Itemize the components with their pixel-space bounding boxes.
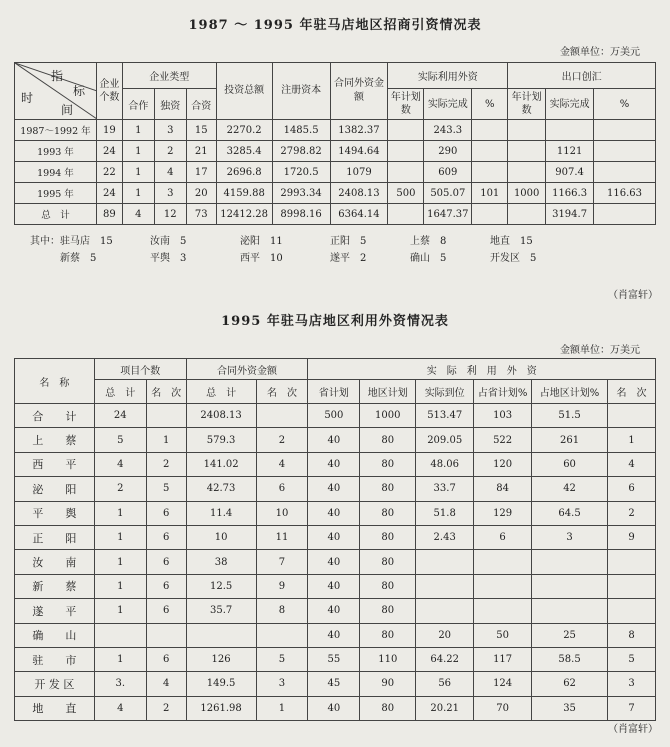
- table-row: [15, 404, 656, 428]
- table-cell: 3285.4: [216, 141, 272, 162]
- table-cell: 2270.2: [216, 120, 272, 141]
- table2-unit: 金额单位：万美元: [560, 345, 640, 356]
- row-label: 1995 年: [15, 183, 97, 204]
- row-label: 泌 阳: [15, 477, 95, 501]
- table-cell: 5: [608, 647, 656, 671]
- table-cell: 6: [608, 477, 656, 501]
- note-item: 西平 10: [240, 253, 283, 264]
- table-cell: 12.5: [186, 574, 256, 598]
- table2-credit: （肖富轩）: [608, 724, 658, 735]
- table-cell: 2798.82: [272, 141, 330, 162]
- table-cell: 4: [146, 672, 186, 696]
- table-cell: 42.73: [186, 477, 256, 501]
- corner-label-jian: 间: [61, 103, 74, 117]
- note-item: 平舆 3: [150, 253, 187, 264]
- table-cell: [474, 550, 532, 574]
- table1: [14, 62, 656, 225]
- table-cell: 20.21: [416, 696, 474, 720]
- table-cell: 4: [154, 162, 186, 183]
- table-cell: 1: [122, 162, 154, 183]
- table-cell: 907.4: [546, 162, 594, 183]
- table-cell: 17: [186, 162, 216, 183]
- table-cell: 1: [94, 501, 146, 525]
- table-cell: 80: [360, 477, 416, 501]
- header-amount-rank: 名 次: [256, 380, 308, 404]
- table-cell: 3: [154, 183, 186, 204]
- table-cell: [388, 204, 424, 225]
- table-cell: 1: [94, 525, 146, 549]
- table-cell: 35: [532, 696, 608, 720]
- table-cell: 40: [308, 623, 360, 647]
- table-cell: 64.22: [416, 647, 474, 671]
- header-actual-arrival: 实际到位: [416, 380, 474, 404]
- table-row: [15, 183, 656, 204]
- table-cell: [416, 550, 474, 574]
- table-cell: 89: [96, 204, 122, 225]
- table-cell: 56: [416, 672, 474, 696]
- table-cell: 6: [146, 574, 186, 598]
- table-cell: 80: [360, 574, 416, 598]
- header-contract: 合同外资金额: [330, 63, 388, 120]
- table-cell: 3: [532, 525, 608, 549]
- table-cell: 64.5: [532, 501, 608, 525]
- row-label: 正 阳: [15, 525, 95, 549]
- table-cell: 35.7: [186, 599, 256, 623]
- table-cell: 120: [474, 452, 532, 476]
- table-cell: 80: [360, 623, 416, 647]
- table-cell: 4: [608, 452, 656, 476]
- table-cell: 24: [96, 183, 122, 204]
- table-cell: 7: [608, 696, 656, 720]
- table-cell: 2696.8: [216, 162, 272, 183]
- table-cell: [594, 162, 656, 183]
- header-investment: 投资总额: [216, 63, 272, 120]
- table1-corner-header: [15, 63, 97, 120]
- table1-title: 1987 ～ 1995 年驻马店地区招商引资情况表: [188, 18, 482, 33]
- table-cell: 1382.37: [330, 120, 388, 141]
- table-cell: 80: [360, 452, 416, 476]
- table-cell: [508, 120, 546, 141]
- table-row: [15, 574, 656, 598]
- table-cell: 38: [186, 550, 256, 574]
- header-actual-group: 实际利用外资: [388, 63, 508, 89]
- note-item: 正阳 5: [330, 236, 367, 247]
- table-cell: 80: [360, 501, 416, 525]
- table-cell: 1121: [546, 141, 594, 162]
- table-cell: 51.5: [532, 404, 608, 428]
- header-rank: 名 次: [146, 380, 186, 404]
- table-cell: [472, 162, 508, 183]
- header-amount: 总 计: [186, 380, 256, 404]
- table-cell: 124: [474, 672, 532, 696]
- table-cell: 6364.14: [330, 204, 388, 225]
- corner-label-zhi: 指: [51, 69, 64, 83]
- table-cell: [416, 599, 474, 623]
- table-cell: 80: [360, 599, 416, 623]
- table-cell: [532, 574, 608, 598]
- table-cell: 40: [308, 501, 360, 525]
- note-item: 遂平 2: [330, 253, 367, 264]
- table-cell: 25: [532, 623, 608, 647]
- table-cell: 90: [360, 672, 416, 696]
- row-label: 新 蔡: [15, 574, 95, 598]
- row-label: 1993 年: [15, 141, 97, 162]
- table-row: [15, 696, 656, 720]
- table-cell: 20: [416, 623, 474, 647]
- header-sole: 独资: [154, 89, 186, 120]
- row-label: 上 蔡: [15, 428, 95, 452]
- table-cell: [474, 574, 532, 598]
- table-cell: 55: [308, 647, 360, 671]
- table-cell: 10: [186, 525, 256, 549]
- table-cell: 1494.64: [330, 141, 388, 162]
- row-label: 驻 市: [15, 647, 95, 671]
- table-cell: 1: [94, 574, 146, 598]
- row-label: 1987～1992 年: [15, 120, 97, 141]
- header-contract-group: 合同外资金额: [186, 359, 308, 380]
- table-cell: 129: [474, 501, 532, 525]
- table-cell: 40: [308, 477, 360, 501]
- table-cell: 24: [96, 141, 122, 162]
- header-province-plan: 省计划: [308, 380, 360, 404]
- table-cell: 500: [308, 404, 360, 428]
- table-cell: 21: [186, 141, 216, 162]
- table-cell: 126: [186, 647, 256, 671]
- table-cell: [508, 162, 546, 183]
- table-cell: 2408.13: [330, 183, 388, 204]
- table-cell: 5: [256, 647, 308, 671]
- table-cell: 1: [256, 696, 308, 720]
- table-cell: 40: [308, 574, 360, 598]
- table-cell: 58.5: [532, 647, 608, 671]
- table-cell: 1485.5: [272, 120, 330, 141]
- note-item: 新蔡 5: [60, 253, 97, 264]
- table-cell: [474, 599, 532, 623]
- table-cell: 1: [122, 183, 154, 204]
- header-actual-done: 实际完成: [424, 89, 472, 120]
- header-pct-province: 占省计划%: [474, 380, 532, 404]
- table-cell: [594, 204, 656, 225]
- note-item: 开发区 5: [490, 253, 537, 264]
- table-cell: 6: [256, 477, 308, 501]
- table-cell: 2: [154, 141, 186, 162]
- row-label: 遂 平: [15, 599, 95, 623]
- table-cell: 1261.98: [186, 696, 256, 720]
- notes-line1: [30, 233, 650, 250]
- table-cell: 116.63: [594, 183, 656, 204]
- table-cell: 2993.34: [272, 183, 330, 204]
- row-label: 西 平: [15, 452, 95, 476]
- table-cell: [508, 141, 546, 162]
- table-cell: 2: [94, 477, 146, 501]
- table-cell: 40: [308, 599, 360, 623]
- table-cell: 101: [472, 183, 508, 204]
- table-cell: [388, 162, 424, 183]
- table-row: [15, 477, 656, 501]
- table-cell: 80: [360, 525, 416, 549]
- table2: [14, 358, 656, 721]
- table-cell: 5: [94, 428, 146, 452]
- table-row: [15, 428, 656, 452]
- table-cell: 80: [360, 550, 416, 574]
- table-cell: [508, 204, 546, 225]
- table-cell: [472, 204, 508, 225]
- table-cell: 505.07: [424, 183, 472, 204]
- table-row: [15, 525, 656, 549]
- table-cell: 4: [94, 452, 146, 476]
- table-cell: 15: [186, 120, 216, 141]
- table-cell: [186, 623, 256, 647]
- note-item: 确山 5: [410, 253, 447, 264]
- header-pct-region: 占地区计划%: [532, 380, 608, 404]
- header-exp-pct: %: [594, 89, 656, 120]
- row-label: 汝 南: [15, 550, 95, 574]
- table-cell: 84: [474, 477, 532, 501]
- notes-line2: [30, 250, 650, 267]
- table-cell: 45: [308, 672, 360, 696]
- table-cell: 4159.88: [216, 183, 272, 204]
- header-actual-rank: 名 次: [608, 380, 656, 404]
- header-name: 名 称: [15, 359, 95, 404]
- header-enterprises: 企业个数: [96, 63, 122, 120]
- table-cell: 7: [256, 550, 308, 574]
- table-cell: 1: [122, 141, 154, 162]
- table-row: [15, 162, 656, 183]
- table-cell: [546, 120, 594, 141]
- table1-credit: （肖富轩）: [608, 290, 658, 301]
- table-cell: 2: [608, 501, 656, 525]
- table-cell: 1000: [508, 183, 546, 204]
- table-cell: 141.02: [186, 452, 256, 476]
- table-row: [15, 141, 656, 162]
- table-cell: [416, 574, 474, 598]
- table-cell: 8998.16: [272, 204, 330, 225]
- note-item: 汝南 5: [150, 236, 187, 247]
- header-registered: 注册资本: [272, 63, 330, 120]
- row-label: 1994 年: [15, 162, 97, 183]
- table-cell: 2408.13: [186, 404, 256, 428]
- table-cell: 48.06: [416, 452, 474, 476]
- table-cell: 51.8: [416, 501, 474, 525]
- table-cell: 290: [424, 141, 472, 162]
- table-cell: [608, 574, 656, 598]
- table-cell: 522: [474, 428, 532, 452]
- table-cell: 5: [146, 477, 186, 501]
- table-cell: 3: [256, 672, 308, 696]
- table-cell: 500: [388, 183, 424, 204]
- table-cell: 513.47: [416, 404, 474, 428]
- table1-unit: 金额单位：万美元: [560, 47, 640, 58]
- table-cell: 9: [608, 525, 656, 549]
- header-pct: %: [472, 89, 508, 120]
- header-export-group: 出口创汇: [508, 63, 656, 89]
- table-cell: 40: [308, 696, 360, 720]
- table-cell: 9: [256, 574, 308, 598]
- table-cell: 70: [474, 696, 532, 720]
- corner-label-shi: 时: [21, 91, 34, 105]
- table-cell: 6: [146, 501, 186, 525]
- table-row: [15, 550, 656, 574]
- table-cell: 12: [154, 204, 186, 225]
- table-cell: 1166.3: [546, 183, 594, 204]
- table-cell: 3: [608, 672, 656, 696]
- header-region-plan: 地区计划: [360, 380, 416, 404]
- table2-title: 1995 年驻马店地区利用外资情况表: [221, 314, 449, 329]
- table-cell: [532, 550, 608, 574]
- header-coop: 合作: [122, 89, 154, 120]
- table-cell: 4: [256, 452, 308, 476]
- table-cell: [472, 141, 508, 162]
- table-cell: 2: [146, 452, 186, 476]
- table-cell: 149.5: [186, 672, 256, 696]
- row-label: 总 计: [15, 204, 97, 225]
- table-cell: [256, 404, 308, 428]
- table-cell: 40: [308, 525, 360, 549]
- table-cell: 40: [308, 428, 360, 452]
- table-cell: [608, 599, 656, 623]
- table-cell: 20: [186, 183, 216, 204]
- table-cell: [608, 550, 656, 574]
- corner-label-biao: 标: [73, 84, 86, 98]
- table-cell: 1000: [360, 404, 416, 428]
- table-cell: [608, 404, 656, 428]
- table-cell: 6: [146, 550, 186, 574]
- table-cell: 6: [474, 525, 532, 549]
- table-cell: 42: [532, 477, 608, 501]
- table-cell: 10: [256, 501, 308, 525]
- table-cell: 1: [608, 428, 656, 452]
- table-cell: 40: [308, 550, 360, 574]
- table-row: [15, 501, 656, 525]
- table-cell: 117: [474, 647, 532, 671]
- note-item: 其中：驻马店 15: [30, 236, 113, 247]
- table-cell: 2: [146, 696, 186, 720]
- row-label: 合 计: [15, 404, 95, 428]
- table-cell: 60: [532, 452, 608, 476]
- header-projects-group: 项目个数: [94, 359, 186, 380]
- row-label: 平 舆: [15, 501, 95, 525]
- table-cell: 4: [94, 696, 146, 720]
- table-cell: 24: [94, 404, 146, 428]
- table-cell: 103: [474, 404, 532, 428]
- table-row: [15, 647, 656, 671]
- table-cell: [94, 623, 146, 647]
- header-joint: 合资: [186, 89, 216, 120]
- header-total: 总 计: [94, 380, 146, 404]
- table-cell: 1647.37: [424, 204, 472, 225]
- row-label: 开 发 区: [15, 672, 95, 696]
- table-cell: 11: [256, 525, 308, 549]
- header-actual-group: 实 际 利 用 外 资: [308, 359, 656, 380]
- table-cell: 6: [146, 647, 186, 671]
- note-item: 地直 15: [490, 236, 533, 247]
- header-year-plan: 年计划数: [388, 89, 424, 120]
- note-item: 上蔡 8: [410, 236, 447, 247]
- header-exp-actual: 实际完成: [546, 89, 594, 120]
- table-row: [15, 120, 656, 141]
- table-cell: 11.4: [186, 501, 256, 525]
- table-row: [15, 623, 656, 647]
- table-cell: 1: [94, 647, 146, 671]
- note-item: 泌阳 11: [240, 236, 283, 247]
- row-label: 确 山: [15, 623, 95, 647]
- table-cell: 50: [474, 623, 532, 647]
- table-cell: 1: [122, 120, 154, 141]
- table-cell: 40: [308, 452, 360, 476]
- table-cell: 110: [360, 647, 416, 671]
- table-cell: 6: [146, 599, 186, 623]
- table-cell: [146, 623, 186, 647]
- table-cell: 1: [94, 550, 146, 574]
- table-cell: [472, 120, 508, 141]
- table-cell: 3194.7: [546, 204, 594, 225]
- table-cell: 6: [146, 525, 186, 549]
- table-row: [15, 672, 656, 696]
- table-row: [15, 204, 656, 225]
- table1-notes: [30, 233, 650, 267]
- table-cell: 22: [96, 162, 122, 183]
- table-cell: 3.: [94, 672, 146, 696]
- header-exp-year-plan: 年计划数: [508, 89, 546, 120]
- table-row: [15, 599, 656, 623]
- table-cell: 1: [94, 599, 146, 623]
- table-cell: 579.3: [186, 428, 256, 452]
- table-cell: 609: [424, 162, 472, 183]
- table-cell: 80: [360, 428, 416, 452]
- table-cell: 1079: [330, 162, 388, 183]
- table-cell: [594, 120, 656, 141]
- table-cell: 1: [146, 428, 186, 452]
- table-cell: 62: [532, 672, 608, 696]
- table-cell: 2: [256, 428, 308, 452]
- table-row: [15, 452, 656, 476]
- table-cell: 1720.5: [272, 162, 330, 183]
- table-cell: [256, 623, 308, 647]
- table-cell: [388, 120, 424, 141]
- table-cell: [388, 141, 424, 162]
- row-label: 地 直: [15, 696, 95, 720]
- table-cell: 261: [532, 428, 608, 452]
- table-cell: 243.3: [424, 120, 472, 141]
- table-cell: 12412.28: [216, 204, 272, 225]
- table-cell: 3: [154, 120, 186, 141]
- table-cell: 2.43: [416, 525, 474, 549]
- table-cell: [594, 141, 656, 162]
- table-cell: 4: [122, 204, 154, 225]
- table-cell: 209.05: [416, 428, 474, 452]
- table-cell: 8: [608, 623, 656, 647]
- table-cell: 8: [256, 599, 308, 623]
- table-cell: 80: [360, 696, 416, 720]
- table-cell: [532, 599, 608, 623]
- header-type-group: 企业类型: [122, 63, 216, 89]
- table-cell: 33.7: [416, 477, 474, 501]
- table-cell: 19: [96, 120, 122, 141]
- table-cell: 73: [186, 204, 216, 225]
- table-cell: [146, 404, 186, 428]
